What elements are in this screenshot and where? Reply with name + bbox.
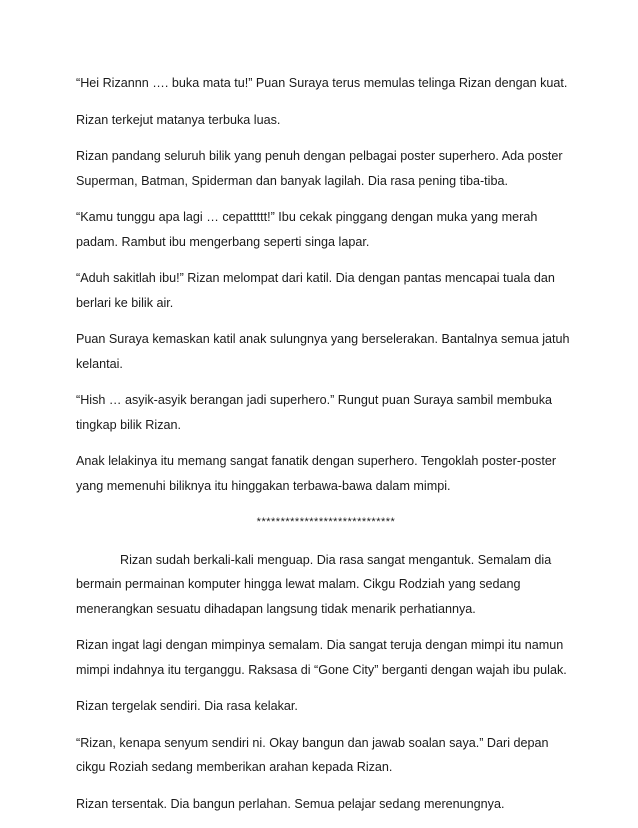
paragraph: Rizan tergelak sendiri. Dia rasa kelakar. [76, 699, 298, 713]
paragraph: Rizan tersentak. Dia bangun perlahan. Semua pelajar sedang merenungnya. [76, 796, 505, 811]
section-separator: ***************************** [256, 516, 396, 528]
paragraph: Rizan terkejut matanya terbuka luas. [76, 112, 281, 127]
paragraph: Rizan pandang seluruh bilik yang penuh dengan pelbagai poster superhero. Ada poster Superman, Batman, Spiderman dan banyak lagilah. Dia rasa pening tiba-tiba. [76, 149, 563, 188]
paragraph: “Rizan, kenapa senyum sendiri ni. Okay bangun dan jawab soalan saya.” Dari depan cikgu Roziah sedang memberikan arahan kepada Rizan. [76, 735, 549, 774]
paragraph: “Aduh sakitlah ibu!” Rizan melompat dari katil. Dia dengan pantas mencapai tuala dan berlari ke bilik air. [76, 271, 555, 310]
paragraph: Rizan sudah berkali-kali menguap. Dia rasa sangat mengantuk. Semalam dia bermain permainan komputer hingga lewat malam. Cikgu Rodziah yang sedang menerangkan sesuatu dihadapan langsung tidak menarik perhatiannya. [76, 552, 552, 616]
paragraph: “Kamu tunggu apa lagi … cepattttt!” Ibu cekak pinggang dengan muka yang merah padam. Rambut ibu mengerbang seperti singa lapar. [76, 210, 538, 249]
paragraph: Anak lelakinya itu memang sangat fanatik dengan superhero. Tengoklah poster-poster yang memenuhi biliknya itu hinggakan terbawa-bawa dalam mimpi. [76, 454, 557, 493]
paragraph: “Hei Rizannn …. buka mata tu!” Puan Suraya terus memulas telinga Rizan dengan kuat. [76, 76, 568, 90]
paragraph: Rizan ingat lagi dengan mimpinya semalam. Dia sangat teruja dengan mimpi itu namun mimpi indahnya itu terganggu. Raksasa di “Gone City” berganti dengan wajah ibu pulak. [76, 638, 567, 677]
document-page [76, 71, 576, 828]
paragraph: “Hish … asyik-asyik berangan jadi superhero.” Rungut puan Suraya sambil membuka tingkap bilik Rizan. [76, 393, 552, 432]
paragraph: Puan Suraya kemaskan katil anak sulungnya yang berselerakan. Bantalnya semua jatuh kelantai. [76, 332, 570, 371]
